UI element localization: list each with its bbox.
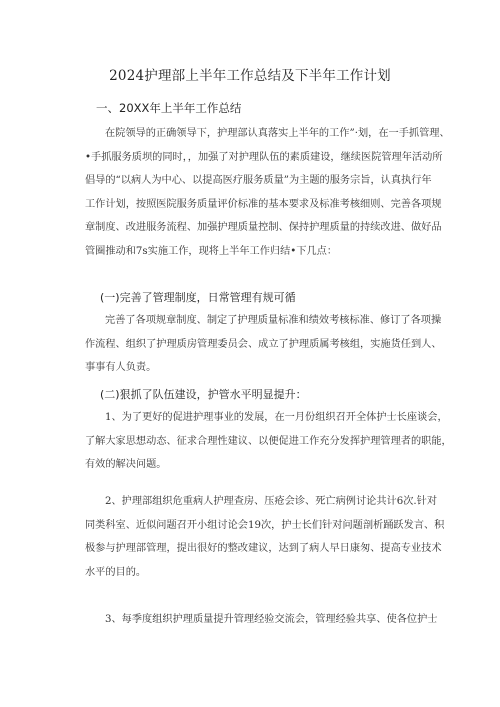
intro-line: 章制度、改进服务流程、加强护理质量控制、保持护理质量的持续改进、做好品	[85, 222, 442, 233]
subsection-heading-team: (二)狠抓了队伍建设，护管水平明显提升：	[100, 388, 307, 401]
management-line: 完善了各项规章制度、制定了护理质量标准和绩效考核标准、修订了各项操	[105, 315, 442, 326]
item-2-line: 2、护理部组织危重病人护理查房、压疮会诊、死亡病例讨论共计6次.针对	[105, 496, 438, 507]
item-2-line: 极参与护理部管理，提出很好的整改建议，达到了病人早日康匆、提高专业技术	[85, 543, 442, 554]
item-2-line: 同类科室、近似问题召开小组讨论会19次，护士长们针对问题剖析踊跃发言、积	[85, 519, 445, 531]
item-3-paragraph	[85, 608, 438, 632]
management-line: 事事有人负责。	[85, 362, 157, 373]
document-title: 2024护理部上半年工作总结及下半年工作计划	[109, 68, 391, 84]
item-3-line: 3、每季度组织护理质量提升管理经验交流会，管理经验共享、使各位护士	[105, 614, 438, 625]
item-1-paragraph	[85, 406, 452, 477]
intro-line: 倡导的“以病人为中心、以提高医疗服务质量”为主题的服务宗旨，认真执行年	[85, 175, 432, 186]
subsection-heading-management: (一)完善了管理制度，日常管理有规可循	[100, 291, 296, 304]
intro-line: 工作计划，按照医院服务质量评价标准的基本要求及标准考核细则、完善各项规	[85, 198, 442, 210]
intro-line: •手抓服务质坝的同时，，加强了对护理队伍的素质建设，继续医院管理年活动所	[85, 151, 443, 163]
intro-paragraph	[85, 122, 450, 263]
item-1-line: 1、为了更好的促进护理事业的发展，在一月份组织召开全体护士长座谈会，	[105, 412, 448, 423]
management-line: 作流程、组织了护理质房管理委员会、成立了护理质属考核组，实施货任到人、	[85, 338, 442, 350]
section-heading-summary: 一、20XX年上半年工作总结	[96, 101, 242, 115]
item-1-line: 有效的解决问题。	[85, 459, 167, 470]
intro-line: 在院领导的正确领导下，护理部认真落实上半年的工作”·划，在一手抓管理、	[105, 128, 450, 139]
item-1-line: 了解大家思想动态、征求合理性建议、以便促进工作充分发挥护理管理者的职能，	[85, 435, 452, 447]
item-2-line: 水平的目的。	[85, 566, 147, 578]
intro-line: 管圈推动和7s实施工作，现将上半年工作归结•下几点：	[85, 245, 338, 257]
item-2-paragraph	[85, 490, 445, 584]
management-paragraph	[85, 309, 442, 380]
